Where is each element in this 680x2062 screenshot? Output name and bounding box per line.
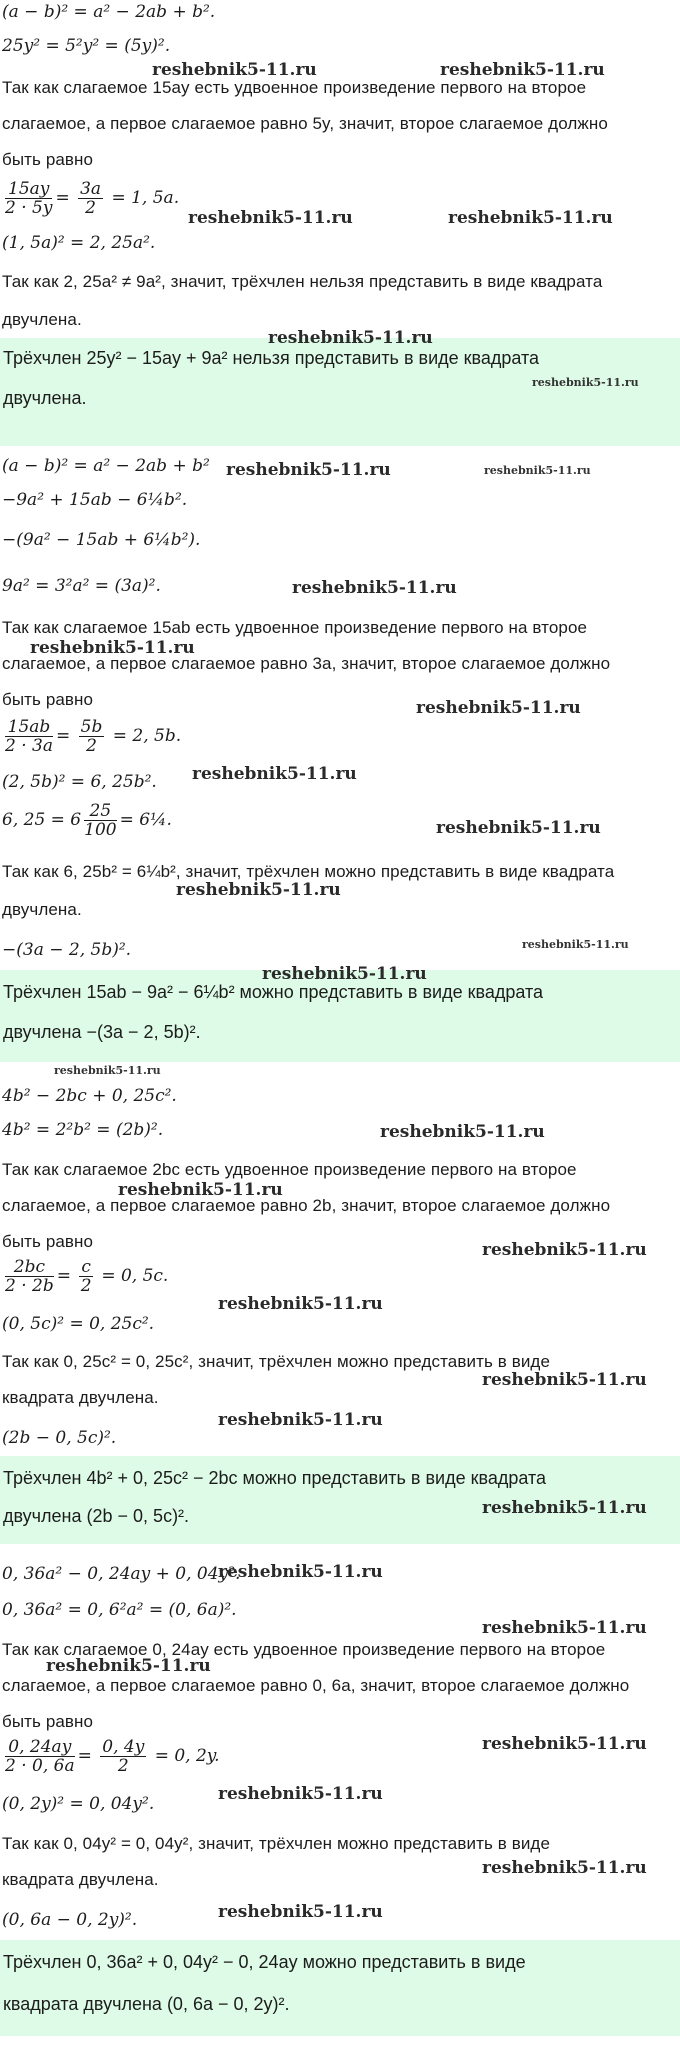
watermark: reshebnik5-11.ru	[218, 1562, 383, 1582]
watermark: reshebnik5-11.ru	[118, 1180, 283, 1200]
formula-line: −(3a − 2, 5b)².	[2, 940, 132, 960]
paragraph-line: слагаемое, а первое слагаемое равно 2b, значит, второе слагаемое должно	[2, 1196, 611, 1215]
paragraph-line: квадрата двучлена.	[2, 1388, 159, 1407]
answer-line: двучлена −(3a − 2, 5b)².	[3, 1022, 201, 1042]
watermark: reshebnik5-11.ru	[46, 1656, 211, 1676]
paragraph-line: быть равно	[2, 690, 94, 709]
answer-box	[0, 1940, 680, 2036]
watermark: reshebnik5-11.ru	[152, 60, 317, 80]
paragraph-line: быть равно	[2, 150, 94, 169]
paragraph-line: слагаемое, а первое слагаемое равно 3a, значит, второе слагаемое должно	[2, 654, 611, 673]
answer-line: двучлена.	[3, 388, 87, 408]
answer-line: Трёхчлен 25y² − 15ay + 9a² нельзя представить в виде квадрата	[3, 348, 540, 368]
formula-line: (1, 5a)² = 2, 25a².	[2, 233, 156, 253]
paragraph-line: Так как 2, 25a² ≠ 9a², значит, трёхчлен нельзя представить в виде квадрата	[2, 272, 603, 291]
formula-line: 4b² − 2bc + 0, 25c².	[2, 1086, 177, 1106]
answer-line: Трёхчлен 0, 36a² + 0, 04y² − 0, 24ay можно представить в виде	[3, 1952, 526, 1972]
paragraph-line: Так как 0, 04y² = 0, 04y², значит, трёхчлен можно представить в виде	[2, 1834, 551, 1853]
watermark: reshebnik5-11.ru	[218, 1784, 383, 1804]
formula-line: (a − b)² = a² − 2ab + b²	[2, 456, 210, 476]
paragraph-line: Так как 6, 25b² = 6¼b², значит, трёхчлен можно представить в виде квадрата	[2, 862, 615, 881]
formula-line: −9a² + 15ab − 6¼b².	[2, 490, 188, 510]
watermark: reshebnik5-11.ru	[522, 938, 629, 951]
paragraph-line: слагаемое, а первое слагаемое равно 0, 6a, значит, второе слагаемое должно	[2, 1676, 630, 1695]
formula-line: −(9a² − 15ab + 6¼b²).	[2, 530, 201, 550]
watermark: reshebnik5-11.ru	[436, 818, 601, 838]
watermark: reshebnik5-11.ru	[482, 1858, 647, 1878]
answer-box	[0, 338, 680, 446]
paragraph-line: быть равно	[2, 1232, 94, 1251]
paragraph-line: Так как слагаемое 15ay есть удвоенное произведение первого на второе	[2, 78, 587, 97]
answer-line: двучлена (2b − 0, 5c)².	[3, 1506, 190, 1526]
watermark: reshebnik5-11.ru	[268, 328, 433, 348]
paragraph-line: Так как слагаемое 15ab есть удвоенное произведение первого на второе	[2, 618, 588, 637]
answer-line: Трёхчлен 4b² + 0, 25c² − 2bc можно представить в виде квадрата	[3, 1468, 547, 1488]
paragraph-line: Так как 0, 25c² = 0, 25c², значит, трёхчлен можно представить в виде	[2, 1352, 551, 1371]
fraction-expression: $\frac{15ab}{2 \cdot 3a}$ = $\frac{5b}{2}$ = 2, 5b.	[5, 717, 182, 756]
watermark: reshebnik5-11.ru	[188, 208, 353, 228]
formula-line: (a − b)² = a² − 2ab + b².	[2, 2, 216, 22]
formula-line: 9a² = 3²a² = (3a)².	[2, 576, 161, 596]
paragraph-line: быть равно	[2, 1712, 94, 1731]
fraction-expression: $\frac{15ay}{2 \cdot 5y}$ = $\frac{3a}{2}$ = 1, 5a.	[5, 179, 180, 218]
watermark: reshebnik5-11.ru	[448, 208, 613, 228]
watermark: reshebnik5-11.ru	[218, 1902, 383, 1922]
formula-line: (0, 2y)² = 0, 04y².	[2, 1794, 155, 1814]
watermark: reshebnik5-11.ru	[54, 1064, 161, 1077]
paragraph-line: слагаемое, а первое слагаемое равно 5y, значит, второе слагаемое должно	[2, 114, 608, 133]
answer-line: Трёхчлен 15ab − 9a² − 6¼b² можно представить в виде квадрата	[3, 982, 544, 1002]
watermark: reshebnik5-11.ru	[218, 1410, 383, 1430]
formula-line: 4b² = 2²b² = (2b)².	[2, 1120, 164, 1140]
answer-line: квадрата двучлена (0, 6a − 0, 2y)².	[3, 1994, 290, 2014]
watermark: reshebnik5-11.ru	[482, 1240, 647, 1260]
watermark: reshebnik5-11.ru	[176, 880, 341, 900]
watermark: reshebnik5-11.ru	[292, 578, 457, 598]
watermark: reshebnik5-11.ru	[380, 1122, 545, 1142]
formula-line: (2, 5b)² = 6, 25b².	[2, 772, 157, 792]
formula-line: 25y² = 5²y² = (5y)².	[2, 36, 171, 56]
watermark: reshebnik5-11.ru	[30, 638, 195, 658]
paragraph-line: Так как слагаемое 2bc есть удвоенное произведение первого на второе	[2, 1160, 577, 1179]
watermark: reshebnik5-11.ru	[262, 964, 427, 984]
formula-line: 0, 36a² = 0, 6²a² = (0, 6a)².	[2, 1600, 237, 1620]
watermark: reshebnik5-11.ru	[532, 376, 639, 389]
watermark: reshebnik5-11.ru	[484, 464, 591, 477]
formula-line: (0, 6a − 0, 2y)².	[2, 1910, 138, 1930]
watermark: reshebnik5-11.ru	[482, 1734, 647, 1754]
watermark: reshebnik5-11.ru	[416, 698, 581, 718]
formula-line: 0, 36a² − 0, 24ay + 0, 04y².	[2, 1564, 241, 1584]
formula-line: (0, 5c)² = 0, 25c².	[2, 1314, 155, 1334]
watermark: reshebnik5-11.ru	[192, 764, 357, 784]
formula-line: (2b − 0, 5c)².	[2, 1428, 117, 1448]
watermark: reshebnik5-11.ru	[482, 1370, 647, 1390]
paragraph-line: двучлена.	[2, 310, 82, 329]
fraction-expression: $\frac{0, 24ay}{2 \cdot 0, 6a}$ = $\frac{0, 4y}{2}$ = 0, 2y.	[5, 1737, 220, 1776]
watermark: reshebnik5-11.ru	[218, 1294, 383, 1314]
fraction-expression: 6, 25 = 6 $\frac{25}{100}$ = 6¼.	[2, 801, 172, 840]
watermark: reshebnik5-11.ru	[440, 60, 605, 80]
paragraph-line: квадрата двучлена.	[2, 1870, 159, 1889]
paragraph-line: двучлена.	[2, 900, 82, 919]
watermark: reshebnik5-11.ru	[482, 1498, 647, 1518]
paragraph-line: Так как слагаемое 0, 24ay есть удвоенное произведение первого на второе	[2, 1640, 606, 1659]
watermark: reshebnik5-11.ru	[226, 460, 391, 480]
watermark: reshebnik5-11.ru	[482, 1618, 647, 1638]
fraction-expression: $\frac{2bc}{2 \cdot 2b}$ = $\frac{c}{2}$ = 0, 5c.	[5, 1257, 169, 1296]
